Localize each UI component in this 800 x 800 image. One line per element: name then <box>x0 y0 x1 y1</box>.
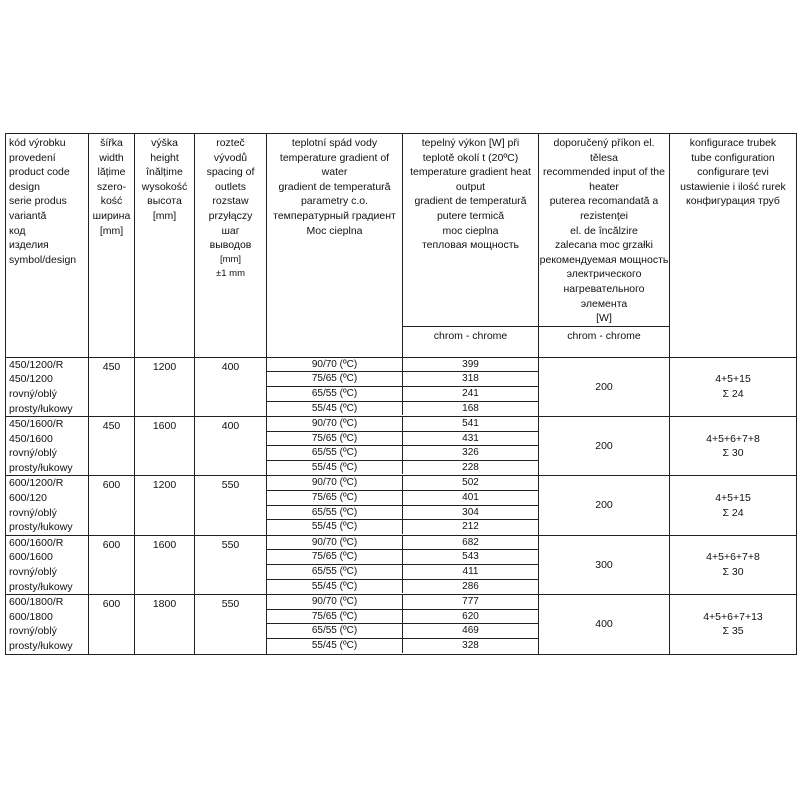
tube-configuration-value: 4+5+6+7+13 <box>703 610 763 623</box>
gradient-output-table <box>267 536 538 593</box>
gradient-output-table <box>267 595 538 652</box>
tube-configuration-value: 4+5+6+7+8 <box>706 432 760 445</box>
heater-input-cell: 300 <box>539 535 670 594</box>
product-row <box>6 357 797 416</box>
heat-output-value: 431 <box>403 431 539 446</box>
tube-count-sum: Σ 30 <box>722 447 744 460</box>
heat-output-value: 502 <box>403 476 539 490</box>
height-cell: 1200 <box>135 476 195 535</box>
tube-count-sum: Σ 24 <box>722 506 744 519</box>
spacing-header-tolerance: ±1 mm <box>216 268 245 280</box>
width-cell: 600 <box>89 476 135 535</box>
tube-configuration-value: 4+5+15 <box>715 492 751 505</box>
gradient-row <box>267 372 538 387</box>
gradient-output-group <box>267 357 539 416</box>
gradient-row <box>267 550 538 565</box>
spacing-cell: 550 <box>195 535 267 594</box>
width-cell: 600 <box>89 535 135 594</box>
gradient-value: 65/55 (ºC) <box>267 505 403 520</box>
tube-configuration-cell <box>670 535 797 594</box>
product-code-cell: 600/1800/R 600/1800 rovný/oblý prosty/łukowy <box>6 595 89 654</box>
heat-output-value: 399 <box>403 358 539 372</box>
width-cell: 450 <box>89 417 135 476</box>
heater-input-cell: 200 <box>539 476 670 535</box>
spacing-header-text: rozteč vývodů spacing of outlets rozstaw przyłączy шаг выводов <box>206 137 255 252</box>
col-header-heat-output: tepelný výkon [W] při teplotě okolí t (20ºC) temperature gradient heat output gradient de temperatură putere termică moc cieplna тепловая мощность <box>403 134 539 327</box>
width-cell: 600 <box>89 595 135 654</box>
gradient-output-group <box>267 417 539 476</box>
tube-configuration-cell <box>670 417 797 476</box>
spacing-header-unit: [mm] <box>219 253 242 265</box>
col-header-height: výška height înălțime wysokość высота [mm] <box>135 134 195 358</box>
heat-output-value: 682 <box>403 536 539 550</box>
heat-output-value: 620 <box>403 609 539 624</box>
gradient-value: 75/65 (ºC) <box>267 372 403 387</box>
gradient-row <box>267 431 538 446</box>
col-header-spacing <box>195 134 267 358</box>
subheader-output-chrome: chrom - chrome <box>403 326 539 357</box>
heat-output-value: 212 <box>462 521 479 533</box>
product-row <box>6 417 797 476</box>
gradient-output-group <box>267 476 539 535</box>
tube-count-sum: Σ 30 <box>722 566 744 579</box>
tube-configuration-cell <box>670 357 797 416</box>
col-header-temperature-gradient: teplotní spád vody temperature gradient of water gradient de temperatură parametry c.o. температурный градиент Moc cieplna <box>267 134 403 358</box>
gradient-row <box>267 417 538 431</box>
gradient-row <box>267 639 538 653</box>
height-cell: 1200 <box>135 357 195 416</box>
gradient-value: 55/45 (ºC) <box>267 460 403 474</box>
tube-configuration-value: 4+5+6+7+8 <box>706 551 760 564</box>
heater-input-cell: 400 <box>539 595 670 654</box>
gradient-value: 75/65 (ºC) <box>267 431 403 446</box>
gradient-row <box>267 401 538 415</box>
product-code-cell: 600/1600/R 600/1600 rovný/oblý prosty/łukowy <box>6 535 89 594</box>
gradient-value: 75/65 (ºC) <box>267 491 403 506</box>
gradient-value: 55/45 (ºC) <box>267 579 403 593</box>
gradient-row <box>267 579 538 593</box>
gradient-row <box>267 476 538 490</box>
gradient-value: 55/45 (ºC) <box>267 639 403 653</box>
heat-output-value: 777 <box>403 595 539 609</box>
spacing-cell: 400 <box>195 417 267 476</box>
gradient-value: 65/55 (ºC) <box>267 624 403 639</box>
heat-output-value: 469 <box>403 624 539 639</box>
subheader-heater-chrome: chrom - chrome <box>539 326 670 357</box>
gradient-row <box>267 491 538 506</box>
heat-output-value: 304 <box>403 505 539 520</box>
heat-output-value: 241 <box>403 386 539 401</box>
tube-configuration-cell <box>670 595 797 654</box>
gradient-output-table <box>267 476 538 533</box>
gradient-value: 90/70 (ºC) <box>267 358 403 372</box>
gradient-value: 55/45 (ºC) <box>267 520 403 534</box>
heat-output-value: 286 <box>462 580 479 592</box>
heater-input-cell: 200 <box>539 417 670 476</box>
width-cell: 450 <box>89 357 135 416</box>
col-header-product-code: kód výrobku provedení product code design serie produs variantă код изделия symbol/design <box>6 134 89 358</box>
col-header-tube-configuration: konfigurace trubek tube configuration configurare țevi ustawienie i ilość rurek конфигурация труб <box>670 134 797 358</box>
col-header-width: šířka width lățime szero- kość ширина [mm] <box>89 134 135 358</box>
gradient-row <box>267 565 538 580</box>
height-cell: 1600 <box>135 417 195 476</box>
gradient-value: 90/70 (ºC) <box>267 417 403 431</box>
gradient-output-group <box>267 595 539 654</box>
tube-configuration-value: 4+5+15 <box>715 373 751 386</box>
heat-output-value: 543 <box>403 550 539 565</box>
spacing-cell: 550 <box>195 595 267 654</box>
gradient-output-table <box>267 417 538 474</box>
gradient-value: 65/55 (ºC) <box>267 386 403 401</box>
gradient-value: 75/65 (ºC) <box>267 550 403 565</box>
header-row <box>6 134 797 327</box>
gradient-value: 90/70 (ºC) <box>267 595 403 609</box>
heat-output-value: 326 <box>403 446 539 461</box>
gradient-row <box>267 624 538 639</box>
gradient-row <box>267 386 538 401</box>
gradient-value: 55/45 (ºC) <box>267 401 403 415</box>
gradient-row <box>267 609 538 624</box>
tube-count-sum: Σ 35 <box>722 625 744 638</box>
gradient-row <box>267 505 538 520</box>
heat-output-value: 401 <box>403 491 539 506</box>
product-code-cell: 450/1600/R 450/1600 rovný/oblý prosty/łukowy <box>6 417 89 476</box>
heat-output-value: 168 <box>462 402 479 414</box>
gradient-row <box>267 358 538 372</box>
tube-count-sum: Σ 24 <box>722 387 744 400</box>
product-code-cell: 450/1200/R 450/1200 rovný/oblý prosty/łukowy <box>6 357 89 416</box>
gradient-value: 75/65 (ºC) <box>267 609 403 624</box>
gradient-row <box>267 446 538 461</box>
heat-output-value: 541 <box>403 417 539 431</box>
radiator-spec-table <box>5 133 797 655</box>
gradient-value: 65/55 (ºC) <box>267 565 403 580</box>
heat-output-value: 318 <box>403 372 539 387</box>
gradient-output-table <box>267 358 538 415</box>
product-code-cell: 600/1200/R 600/120 rovný/oblý prosty/łukowy <box>6 476 89 535</box>
heat-output-value: 328 <box>462 640 479 651</box>
gradient-value: 90/70 (ºC) <box>267 476 403 490</box>
spacing-cell: 550 <box>195 476 267 535</box>
heat-output-value: 228 <box>462 461 479 473</box>
gradient-row <box>267 536 538 550</box>
tube-configuration-cell <box>670 476 797 535</box>
heat-output-value: 411 <box>403 565 539 580</box>
product-row <box>6 476 797 535</box>
spacing-cell: 400 <box>195 357 267 416</box>
gradient-row <box>267 520 538 534</box>
col-header-heater-input: doporučený příkon el. tělesa recommended input of the heater puterea recomandată a rezistenței el. de încălzire zalecana moc grzałki рекомендуемая мощность электрического нагревательного элемента [W] <box>539 134 670 327</box>
gradient-value: 90/70 (ºC) <box>267 536 403 550</box>
gradient-row <box>267 460 538 474</box>
product-row <box>6 535 797 594</box>
height-cell: 1800 <box>135 595 195 654</box>
gradient-output-group <box>267 535 539 594</box>
gradient-row <box>267 595 538 609</box>
heater-input-cell: 200 <box>539 357 670 416</box>
height-cell: 1600 <box>135 535 195 594</box>
gradient-value: 65/55 (ºC) <box>267 446 403 461</box>
product-row <box>6 595 797 654</box>
